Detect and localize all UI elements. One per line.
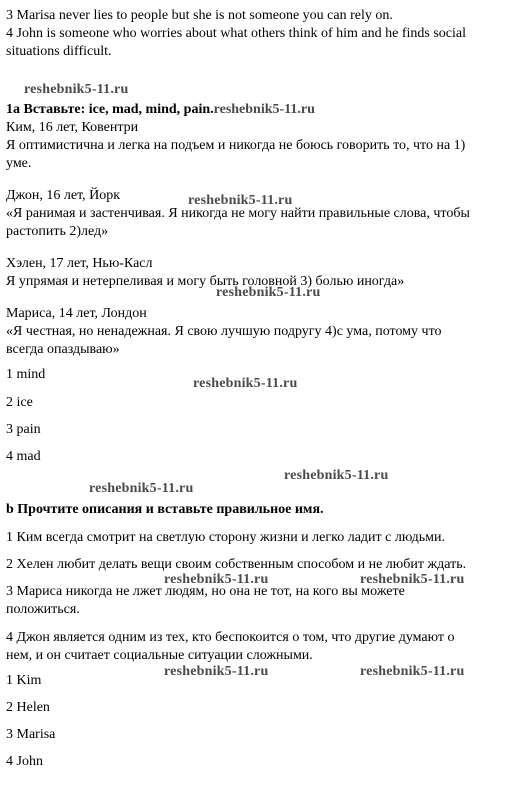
marisa-text-2: всегда опаздываю» bbox=[6, 342, 120, 357]
intro-line-4a: 4 John is someone who worries about what others think of him and he finds social bbox=[6, 26, 466, 41]
watermark: reshebnik5-11.ru bbox=[216, 285, 321, 300]
watermark: reshebnik5-11.ru bbox=[164, 664, 269, 679]
task-b-sentence-3b: положиться. bbox=[6, 602, 80, 617]
answer-a-1: 1 mind bbox=[6, 367, 46, 382]
answer-b-2: 2 Helen bbox=[6, 700, 50, 715]
answer-b-1: 1 Kim bbox=[6, 673, 42, 688]
watermark: reshebnik5-11.ru bbox=[188, 193, 293, 208]
john-text-1: «Я ранимая и застенчивая. Я никогда не могу найти правильные слова, чтобы bbox=[6, 206, 470, 221]
task-b-sentence-2: 2 Хелен любит делать вещи своим собственным способом и не любит ждать. bbox=[6, 557, 467, 572]
intro-line-4b: situations difficult. bbox=[6, 44, 112, 59]
task-b-sentence-1: 1 Ким всегда смотрит на светлую сторону жизни и легко ладит с людьми. bbox=[6, 530, 445, 545]
watermark: reshebnik5-11.ru bbox=[164, 572, 269, 587]
watermark: reshebnik5-11.ru bbox=[89, 481, 194, 496]
answer-b-4: 4 John bbox=[6, 754, 43, 769]
watermark: reshebnik5-11.ru bbox=[360, 664, 465, 679]
watermark: reshebnik5-11.ru bbox=[284, 468, 389, 483]
john-header: Джон, 16 лет, Йорк bbox=[6, 188, 121, 203]
answer-a-2: 2 ice bbox=[6, 395, 33, 410]
kim-text-2: уме. bbox=[6, 156, 32, 171]
answer-a-4: 4 mad bbox=[6, 449, 41, 464]
intro-line-3: 3 Marisa never lies to people but she is not someone you can rely on. bbox=[6, 8, 393, 23]
task-a-heading: 1a Вставьте: ice, mad, mind, pain.reshebnik5-11.ru bbox=[6, 102, 315, 117]
watermark: reshebnik5-11.ru bbox=[24, 82, 129, 97]
kim-text-1: Я оптимистична и легка на подъем и никогда не боюсь говорить то, что на 1) bbox=[6, 138, 466, 153]
helen-header: Хэлен, 17 лет, Нью-Касл bbox=[6, 256, 153, 271]
task-b-sentence-4a: 4 Джон является одним из тех, кто беспокоится о том, что другие думают о bbox=[6, 630, 455, 645]
watermark: reshebnik5-11.ru bbox=[360, 572, 465, 587]
marisa-text-1: «Я честная, но ненадежная. Я свою лучшую подругу 4)с ума, потому что bbox=[6, 324, 442, 339]
answer-b-3: 3 Marisa bbox=[6, 727, 56, 742]
marisa-header: Мариса, 14 лет, Лондон bbox=[6, 306, 147, 321]
watermark-inline: reshebnik5-11.ru bbox=[213, 102, 315, 117]
task-b-sentence-3a: 3 Мариса никогда не лжет людям, но она не тот, на кого вы можете bbox=[6, 584, 405, 599]
answer-a-3: 3 pain bbox=[6, 422, 41, 437]
kim-header: Ким, 16 лет, Ковентри bbox=[6, 120, 139, 135]
john-text-2: растопить 2)лед» bbox=[6, 224, 109, 239]
helen-text: Я упрямая и нетерпеливая и могу быть головной 3) болью иногда» bbox=[6, 274, 405, 289]
watermark: reshebnik5-11.ru bbox=[193, 376, 298, 391]
task-b-sentence-4b: нем, и он считает социальные ситуации сложными. bbox=[6, 648, 313, 663]
task-b-heading: b Прочтите описания и вставьте правильное имя. bbox=[6, 502, 324, 517]
